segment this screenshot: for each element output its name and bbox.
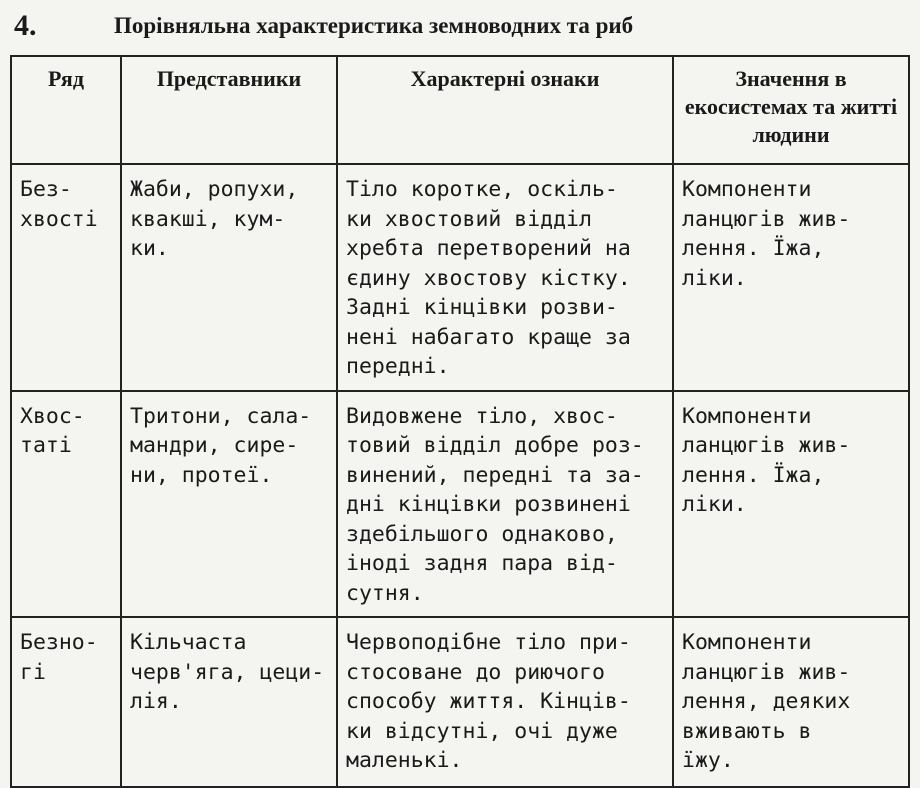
table-row xyxy=(11,164,909,391)
table-cell: Хвос- таті xyxy=(11,391,121,618)
table-row xyxy=(11,617,909,787)
page-header xyxy=(10,6,910,46)
comparison-table-wrapper xyxy=(10,55,908,788)
table-cell: Безно- гі xyxy=(11,617,121,787)
table-cell: Червоподібне тіло при- стосоване до риючого способу життя. Кінців- ки відсутні, очі дуже маленькі. xyxy=(337,617,673,787)
table-cell: Компоненти ланцюгів жив- лення. Їжа, ліки. xyxy=(673,164,909,391)
page-title: Порівняльна характеристика земноводних та риб xyxy=(114,13,634,38)
table-cell: Тритони, сала- мандри, сире- ни, протеї. xyxy=(121,391,337,618)
comparison-table xyxy=(10,55,910,788)
table-cell: Тіло коротке, оскіль- ки хвостовий відділ хребта перетворений на єдину хвостову кістку. Задні кінцівки розви- нені набагато краще за передні. xyxy=(337,164,673,391)
table-cell: Жаби, ропухи, квакші, кум- ки. xyxy=(121,164,337,391)
table-header-row xyxy=(11,56,909,164)
task-number: 4. xyxy=(14,9,37,42)
column-header-order: Ряд xyxy=(11,56,121,164)
table-row xyxy=(11,391,909,618)
column-header-representatives: Представники xyxy=(121,56,337,164)
column-header-significance: Значення в екосистемах та житті людини xyxy=(673,56,909,164)
table-cell: Компоненти ланцюгів жив- лення. Їжа, ліки. xyxy=(673,391,909,618)
table-cell: Компоненти ланцюгів жив- лення, деяких вживають в їжу. xyxy=(673,617,909,787)
table-cell: Кільчаста черв'яга, цеци- лія. xyxy=(121,617,337,787)
table-cell: Без- хвості xyxy=(11,164,121,391)
table-cell: Видовжене тіло, хвос- товий відділ добре роз- винений, передні та за- дні кінцівки розвинені здебільшого однаково, іноді задня пара від- сутня. xyxy=(337,391,673,618)
column-header-features: Характерні ознаки xyxy=(337,56,673,164)
